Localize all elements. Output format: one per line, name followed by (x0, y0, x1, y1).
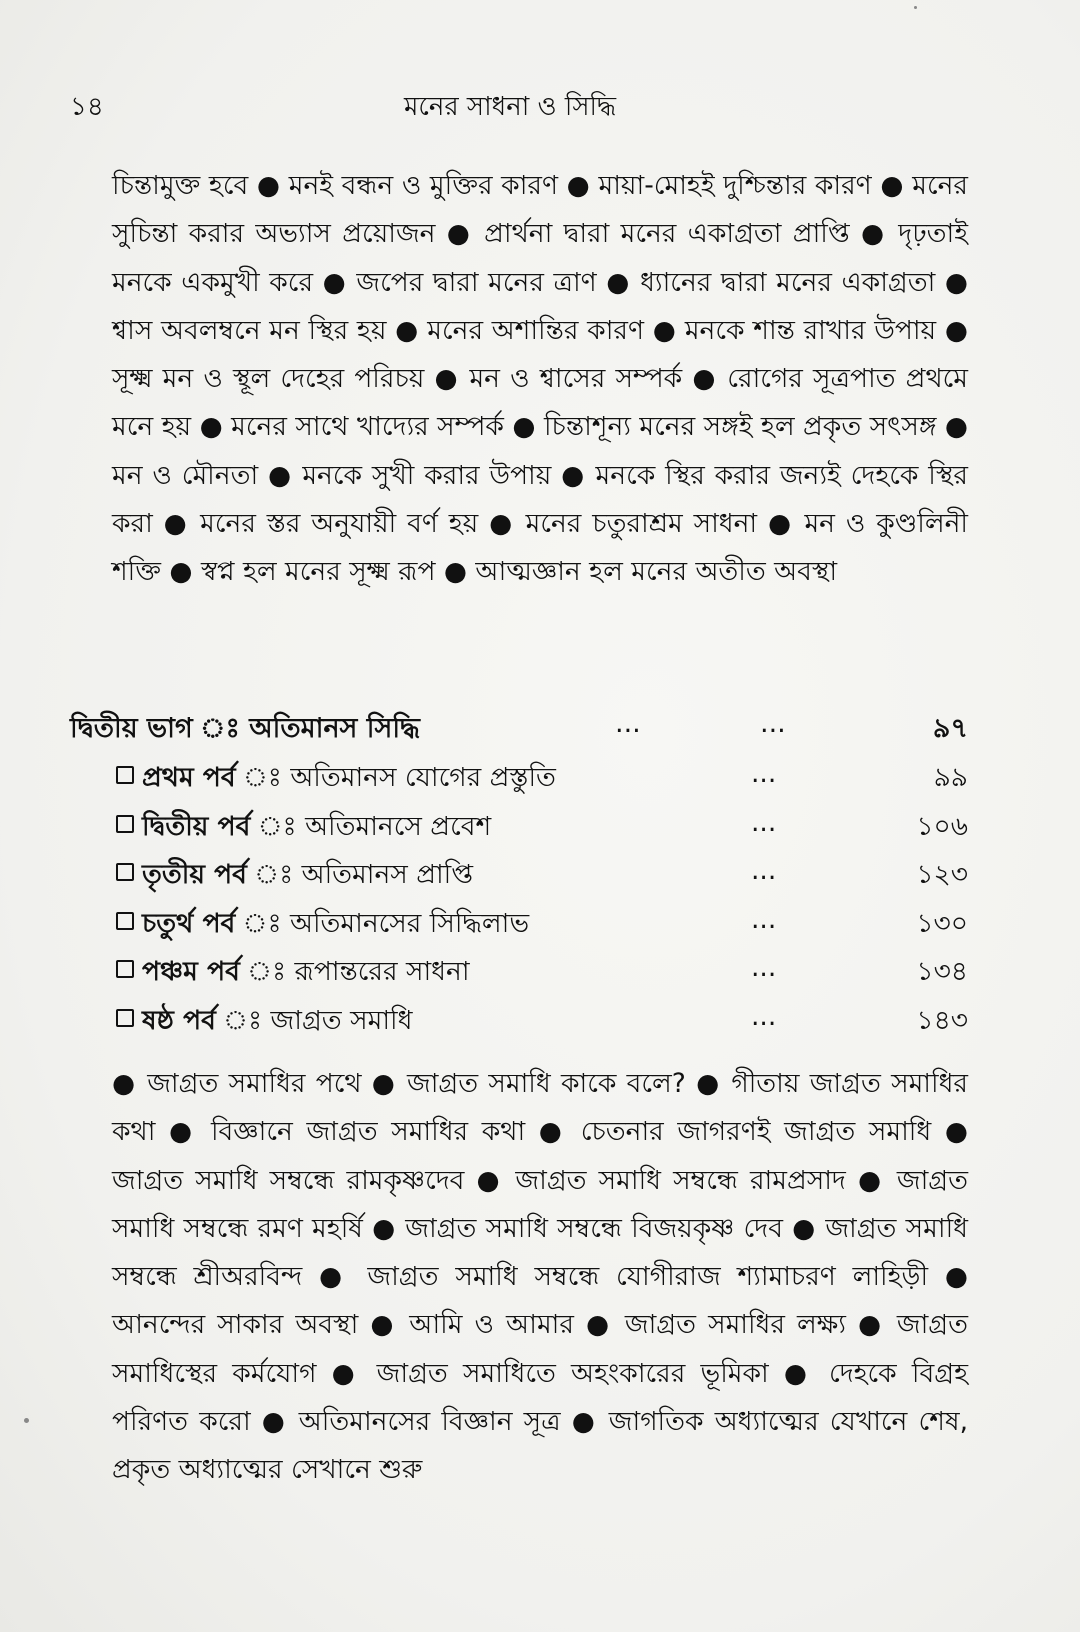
checkbox-bullet-icon (116, 815, 134, 833)
toc-entry (116, 758, 968, 807)
leader-dots: ... (615, 708, 641, 739)
paper-speck (24, 1418, 29, 1423)
parva-label: তৃতীয় পর্ব (142, 859, 247, 891)
chapter-title: ঃ অতিমানসের সিদ্ধিলাভ (281, 907, 530, 939)
leader-dots: ... (751, 806, 777, 838)
part-page-number: ৯৭ (932, 713, 968, 744)
chapter-page-number: ১২৩ (916, 859, 968, 891)
leader-dots: ... (751, 1000, 777, 1032)
parva-label: পঞ্চম পর্ব (142, 956, 240, 988)
toc-entry (116, 807, 968, 856)
parva-label: ষষ্ঠ পর্ব (142, 1004, 216, 1036)
running-title: মনের সাধনা ও সিদ্ধি (403, 92, 617, 122)
toc-part-heading (70, 708, 968, 752)
leader-dots: ... (751, 952, 777, 984)
parva-label: দ্বিতীয় পর্ব (142, 810, 251, 842)
leader-dots: ... (751, 758, 777, 789)
leader-dots: ... (760, 708, 786, 739)
chapter-page-number: ৯৯ (933, 762, 968, 793)
toc-entry (116, 904, 968, 953)
checkbox-bullet-icon (116, 960, 134, 978)
part-title: দ্বিতীয় ভাগ ঃ অতিমানস সিদ্ধি (70, 713, 420, 744)
toc-entry (116, 855, 968, 904)
checkbox-bullet-icon (116, 1009, 134, 1027)
chapter-title: ঃ জাগ্রত সমাধি (262, 1004, 413, 1036)
checkbox-bullet-icon (116, 863, 134, 881)
checkbox-bullet-icon (116, 912, 134, 930)
topic-paragraph: চিন্তামুক্ত হবে ● মনই বন্ধন ও মুক্তির কারণ ● মায়া-মোহই দুশ্চিন্তার কারণ ● মনের সুচিন্তা করার অভ্যাস প্রয়োজন ● প্রার্থনা দ্বারা মনের একাগ্রতা প্রাপ্তি ● দৃঢ়তাই মনকে একমুখী করে ● জপের দ্বারা মনের ত্রাণ ● ধ্যানের দ্বারা মনের একাগ্রতা ● শ্বাস অবলম্বনে মন স্থির হয় ● মনের অশান্তির কারণ ● মনকে শান্ত রাখার উপায় ● সূক্ষ্ম মন ও স্থূল দেহের পরিচয় ● মন ও শ্বাসের সম্পর্ক ● রোগের সূত্রপাত প্রথমে মনে হয় ● মনের সাথে খাদ্যের সম্পর্ক ● চিন্তাশূন্য মনের সঙ্গই হল প্রকৃত সৎসঙ্গ ● মন ও মৌনতা ● মনকে সুখী করার উপায় ● মনকে স্থির করার জন্যই দেহকে স্থির করা ● মনের স্তর অনুযায়ী বর্ণ হয় ● মনের চতুরাশ্রম সাধনা ● মন ও কুণ্ডলিনী শক্তি ● স্বপ্ন হল মনের সূক্ষ্ম রূপ ● আত্মজ্ঞান হল মনের অতীত অবস্থা (112, 170, 968, 588)
toc-chapter-list (116, 758, 968, 1050)
toc-entry (116, 1001, 968, 1050)
chapter-page-number: ১০৬ (916, 810, 968, 842)
parva-label: চতুর্থ পর্ব (142, 907, 236, 939)
chapter-page-number: ১৩৪ (916, 956, 968, 988)
paper-speck (914, 6, 917, 9)
page-header (70, 86, 950, 126)
parva-label: প্রথম পর্ব (142, 762, 236, 793)
leader-dots: ... (751, 855, 777, 887)
page-number: ১৪ (70, 92, 104, 122)
leader-dots: ... (751, 903, 777, 935)
checkbox-bullet-icon (116, 766, 134, 784)
chapter-page-number: ১৩০ (916, 907, 968, 939)
chapter-title: ঃ অতিমানস প্রাপ্তি (293, 859, 474, 891)
chapter-page-number: ১৪৩ (916, 1004, 968, 1036)
toc-entry (116, 952, 968, 1001)
topic-paragraph: ● জাগ্রত সমাধির পথে ● জাগ্রত সমাধি কাকে বলে? ● গীতায় জাগ্রত সমাধির কথা ● বিজ্ঞানে জাগ্রত সমাধির কথা ● চেতনার জাগরণই জাগ্রত সমাধি ● জাগ্রত সমাধি সম্বন্ধে রামকৃষ্ণদেব ● জাগ্রত সমাধি সম্বন্ধে রামপ্রসাদ ● জাগ্রত সমাধি সম্বন্ধে রমণ মহর্ষি ● জাগ্রত সমাধি সম্বন্ধে বিজয়কৃষ্ণ দেব ● জাগ্রত সমাধি সম্বন্ধে শ্রীঅরবিন্দ ● জাগ্রত সমাধি সম্বন্ধে যোগীরাজ শ্যামাচরণ লাহিড়ী ● আনন্দের সাকার অবস্থা ● আমি ও আমার ● জাগ্রত সমাধির লক্ষ্য ● জাগ্রত সমাধিস্থের কর্মযোগ ● জাগ্রত সমাধিতে অহংকারের ভূমিকা ● দেহকে বিগ্রহ পরিণত করো ● অতিমানসের বিজ্ঞান সূত্র ● জাগতিক অধ্যাত্মের যেখানে শেষ, প্রকৃত অধ্যাত্মের সেখানে শুরু (112, 1068, 968, 1486)
chapter-title: ঃ অতিমানস যোগের প্রস্তুতি (281, 762, 556, 793)
chapter-title: ঃ অতিমানসে প্রবেশ (296, 810, 492, 842)
chapter-title: ঃ রূপান্তরের সাধনা (286, 956, 470, 988)
